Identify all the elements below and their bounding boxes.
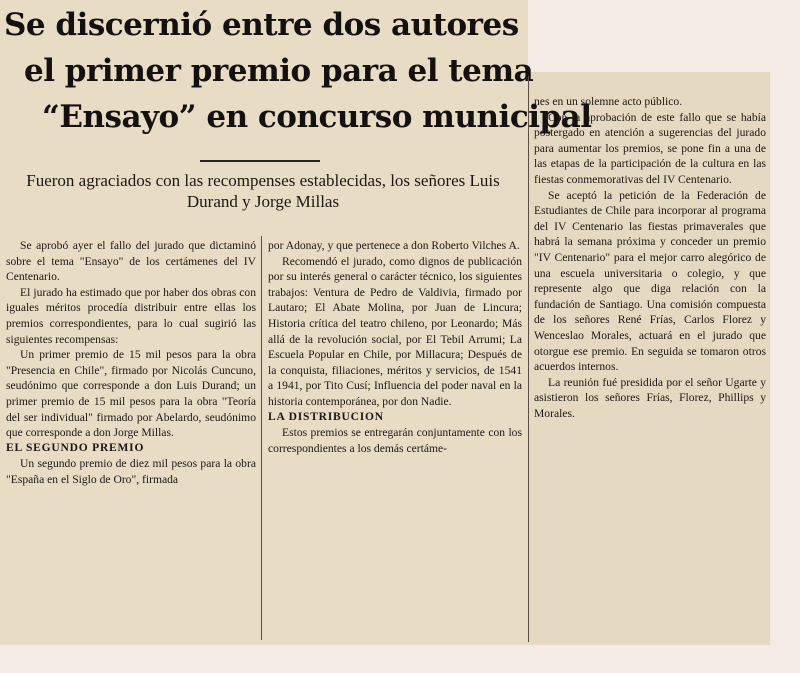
paragraph: nes en un solemne acto público. — [534, 95, 683, 108]
paragraph: Se aceptó la petición de la Federación de Estudiantes de Chile para incorporar al programa del IV Centenario las fiestas primaverales que habrá la semana próxima y conceder un premio "IV Centenario" para el mejor carro alegórico de una escuela universitaria o colegio, y que represente algo que diga relación con la fundación de Santiago. Una comisión compuesta de los señores René Frías, Carlos Florez y Wenceslao Morales, actuará en el jurado que otorgue ese premio. En seguida se tomaron otros acuerdos internos. — [534, 188, 766, 374]
headline-line-3: “Ensayo” en concurso municipal — [42, 99, 592, 135]
paragraph: Un primer premio de 15 mil pesos para la obra "Presencia en Chile", firmado por Nicolás Cuncuno, seudónimo que corresponde a don Luis Durand; un primer premio de 15 mil pesos para la obra "Teoría del ser individual" firmado por Abelardo, seudónimo que corresponde a don Jorge Millas. — [6, 348, 256, 440]
subheadline: Fueron agraciados con las recompenses establecidas, los señores Luis Durand y Jorge Millas — [26, 171, 500, 211]
paragraph: Con la aprobación de este fallo que se había postergado en atención a sugerencias del jurado para aumentar los premios, se pone fin a una de las etapas de la participación de la cultura en las fiestas conmemorativas del IV Centenario. — [534, 110, 766, 186]
column-divider-2 — [528, 76, 529, 642]
headline — [0, 2, 592, 140]
paragraph: El jurado ha estimado que por haber dos obras con iguales méritos procedía distribuir entre ellas los premios correspondientes, para lo cual sugirió las siguientes recompensas: — [6, 285, 256, 346]
section-heading: EL SEGUNDO PREMIO — [6, 441, 145, 454]
paragraph: La reunión fué presidida por el señor Ugarte y asistieron los señores Frías, Florez, Phillips y Morales. — [534, 375, 766, 420]
headline-divider — [200, 160, 320, 162]
paragraph: Un segundo premio de diez mil pesos para la obra "España en el Siglo de Oro", firmada — [6, 457, 256, 486]
article-column-2 — [268, 238, 522, 456]
paragraph: por Adonay, y que pertenece a don Roberto Vilches A. — [268, 239, 520, 252]
paragraph: Estos premios se entregarán conjuntamente con los correspondientes a los demás certáme- — [268, 426, 522, 455]
paragraph: Se aprobó ayer el fallo del jurado que dictaminó sobre el tema "Ensayo" de los certámenes del IV Centenario. — [6, 239, 256, 284]
column-divider-1 — [261, 236, 262, 640]
background-margin — [770, 72, 800, 645]
headline-line-1: Se discernió entre dos autores — [4, 7, 519, 43]
article-column-3 — [534, 94, 766, 421]
headline-line-2: el primer premio para el tema — [24, 53, 534, 89]
article-column-1 — [6, 238, 256, 488]
section-heading: LA DISTRIBUCION — [268, 410, 384, 423]
paragraph: Recomendó el jurado, como dignos de publicación por su interés general o carácter técnico, los siguientes trabajos: Ventura de Pedro de Valdivia, firmado por Lautaro; El Abate Molina, por Juan de Lincura; Historia crítica del teatro chileno, por Leonardo; Más allá de la revolución social, por El Tebil Arrumi; La Escuela Popular en Chile, por Millacura; Después de la conquista, filiaciones, méritos y servicios, de 1541 a 1941, por Tito Cusí; Influencia del poder naval en la historia contemporánea, por don Nadie. — [268, 254, 522, 408]
